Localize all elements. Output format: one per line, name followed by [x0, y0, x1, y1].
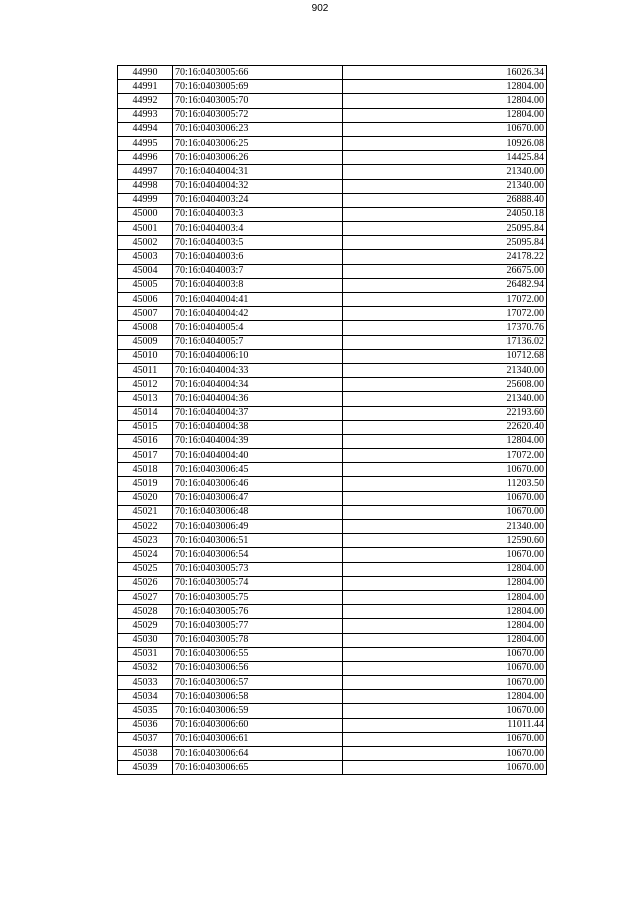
row-number-cell: 44993: [118, 108, 173, 122]
cadastral-number-cell: 70:16:0404004:39: [173, 434, 343, 448]
value-cell: 10670.00: [343, 548, 547, 562]
cadastral-number-cell: 70:16:0403006:60: [173, 718, 343, 732]
value-cell: 21340.00: [343, 165, 547, 179]
row-number-cell: 45011: [118, 363, 173, 377]
table-row: [118, 704, 547, 718]
table-row: [118, 576, 547, 590]
table-row: [118, 463, 547, 477]
value-cell: 17072.00: [343, 307, 547, 321]
value-cell: 12804.00: [343, 605, 547, 619]
value-cell: 21340.00: [343, 392, 547, 406]
table-row: [118, 179, 547, 193]
row-number-cell: 44992: [118, 94, 173, 108]
cadastral-number-cell: 70:16:0403005:70: [173, 94, 343, 108]
cadastral-number-cell: 70:16:0404004:40: [173, 449, 343, 463]
cadastral-number-cell: 70:16:0403006:25: [173, 136, 343, 150]
cadastral-number-cell: 70:16:0403005:66: [173, 66, 343, 80]
table-row: [118, 278, 547, 292]
row-number-cell: 44991: [118, 80, 173, 94]
cadastral-number-cell: 70:16:0404004:42: [173, 307, 343, 321]
row-number-cell: 45008: [118, 321, 173, 335]
cadastral-number-cell: 70:16:0404006:10: [173, 349, 343, 363]
cadastral-number-cell: 70:16:0403005:77: [173, 619, 343, 633]
table-row: [118, 250, 547, 264]
table-row: [118, 449, 547, 463]
table-row: [118, 151, 547, 165]
value-cell: 12804.00: [343, 94, 547, 108]
row-number-cell: 45039: [118, 761, 173, 775]
value-cell: 10670.00: [343, 704, 547, 718]
row-number-cell: 45025: [118, 562, 173, 576]
table-row: [118, 491, 547, 505]
row-number-cell: 45020: [118, 491, 173, 505]
table-row: [118, 378, 547, 392]
row-number-cell: 45014: [118, 406, 173, 420]
cadastral-number-cell: 70:16:0404003:24: [173, 193, 343, 207]
value-cell: 24050.18: [343, 207, 547, 221]
table-row: [118, 392, 547, 406]
row-number-cell: 44996: [118, 151, 173, 165]
cadastral-number-cell: 70:16:0404004:36: [173, 392, 343, 406]
value-cell: 10670.00: [343, 122, 547, 136]
value-cell: 10670.00: [343, 676, 547, 690]
cadastral-number-cell: 70:16:0404003:5: [173, 236, 343, 250]
table-row: [118, 690, 547, 704]
row-number-cell: 45032: [118, 661, 173, 675]
row-number-cell: 45037: [118, 732, 173, 746]
cadastral-number-cell: 70:16:0403006:45: [173, 463, 343, 477]
value-cell: 17072.00: [343, 449, 547, 463]
row-number-cell: 44995: [118, 136, 173, 150]
row-number-cell: 44994: [118, 122, 173, 136]
row-number-cell: 45030: [118, 633, 173, 647]
row-number-cell: 45018: [118, 463, 173, 477]
value-cell: 12804.00: [343, 619, 547, 633]
row-number-cell: 45016: [118, 434, 173, 448]
cadastral-number-cell: 70:16:0404003:7: [173, 264, 343, 278]
table-row: [118, 122, 547, 136]
value-cell: 25095.84: [343, 236, 547, 250]
cadastral-number-cell: 70:16:0403006:61: [173, 732, 343, 746]
table-row: [118, 520, 547, 534]
cadastral-number-cell: 70:16:0403005:74: [173, 576, 343, 590]
row-number-cell: 45010: [118, 349, 173, 363]
cadastral-number-cell: 70:16:0403006:49: [173, 520, 343, 534]
table-row: [118, 363, 547, 377]
cadastral-number-cell: 70:16:0403005:72: [173, 108, 343, 122]
row-number-cell: 44990: [118, 66, 173, 80]
cadastral-number-cell: 70:16:0404004:32: [173, 179, 343, 193]
value-cell: 14425.84: [343, 151, 547, 165]
value-cell: 25608.00: [343, 378, 547, 392]
value-cell: 10670.00: [343, 747, 547, 761]
value-cell: 26482.94: [343, 278, 547, 292]
table-row: [118, 193, 547, 207]
row-number-cell: 45012: [118, 378, 173, 392]
cadastral-number-cell: 70:16:0403006:57: [173, 676, 343, 690]
value-cell: 12804.00: [343, 434, 547, 448]
table-row: [118, 633, 547, 647]
table-row: [118, 136, 547, 150]
row-number-cell: 45021: [118, 505, 173, 519]
row-number-cell: 45000: [118, 207, 173, 221]
cadastral-number-cell: 70:16:0403006:47: [173, 491, 343, 505]
value-cell: 12804.00: [343, 590, 547, 604]
value-cell: 10670.00: [343, 761, 547, 775]
value-cell: 10926.08: [343, 136, 547, 150]
table-row: [118, 321, 547, 335]
row-number-cell: 45035: [118, 704, 173, 718]
cadastral-number-cell: 70:16:0403006:54: [173, 548, 343, 562]
value-cell: 12804.00: [343, 633, 547, 647]
value-cell: 11011.44: [343, 718, 547, 732]
cadastral-number-cell: 70:16:0403006:64: [173, 747, 343, 761]
cadastral-number-cell: 70:16:0403006:58: [173, 690, 343, 704]
cadastral-number-cell: 70:16:0403006:48: [173, 505, 343, 519]
value-cell: 10670.00: [343, 647, 547, 661]
row-number-cell: 45013: [118, 392, 173, 406]
cadastral-number-cell: 70:16:0403005:73: [173, 562, 343, 576]
cadastral-number-cell: 70:16:0403006:59: [173, 704, 343, 718]
value-cell: 12804.00: [343, 108, 547, 122]
row-number-cell: 45002: [118, 236, 173, 250]
table-row: [118, 236, 547, 250]
table-row: [118, 676, 547, 690]
table-row: [118, 165, 547, 179]
value-cell: 10670.00: [343, 661, 547, 675]
table-row: [118, 335, 547, 349]
cadastral-number-cell: 70:16:0403006:55: [173, 647, 343, 661]
value-cell: 25095.84: [343, 222, 547, 236]
cadastral-number-cell: 70:16:0404003:8: [173, 278, 343, 292]
row-number-cell: 45003: [118, 250, 173, 264]
value-cell: 21340.00: [343, 520, 547, 534]
table-row: [118, 222, 547, 236]
row-number-cell: 45033: [118, 676, 173, 690]
table-row: [118, 477, 547, 491]
cadastral-number-cell: 70:16:0404004:34: [173, 378, 343, 392]
table-row: [118, 732, 547, 746]
row-number-cell: 45007: [118, 307, 173, 321]
cadastral-number-cell: 70:16:0404004:33: [173, 363, 343, 377]
row-number-cell: 45009: [118, 335, 173, 349]
cadastral-number-cell: 70:16:0403006:26: [173, 151, 343, 165]
cadastral-number-cell: 70:16:0403006:56: [173, 661, 343, 675]
row-number-cell: 44999: [118, 193, 173, 207]
table-row: [118, 207, 547, 221]
value-cell: 17370.76: [343, 321, 547, 335]
row-number-cell: 45017: [118, 449, 173, 463]
value-cell: 21340.00: [343, 179, 547, 193]
table-row: [118, 66, 547, 80]
row-number-cell: 45004: [118, 264, 173, 278]
row-number-cell: 44998: [118, 179, 173, 193]
value-cell: 17072.00: [343, 293, 547, 307]
table-row: [118, 434, 547, 448]
row-number-cell: 45024: [118, 548, 173, 562]
value-cell: 22193.60: [343, 406, 547, 420]
table-row: [118, 548, 547, 562]
cadastral-number-cell: 70:16:0404004:38: [173, 420, 343, 434]
page-number: 902: [311, 3, 329, 14]
table-row: [118, 718, 547, 732]
row-number-cell: 45029: [118, 619, 173, 633]
row-number-cell: 45038: [118, 747, 173, 761]
cadastral-number-cell: 70:16:0404005:7: [173, 335, 343, 349]
row-number-cell: 45026: [118, 576, 173, 590]
table-row: [118, 307, 547, 321]
value-cell: 10712.68: [343, 349, 547, 363]
value-cell: 16026.34: [343, 66, 547, 80]
table-row: [118, 605, 547, 619]
cadastral-number-cell: 70:16:0403006:65: [173, 761, 343, 775]
row-number-cell: 45015: [118, 420, 173, 434]
cadastral-number-cell: 70:16:0403006:51: [173, 534, 343, 548]
cadastral-number-cell: 70:16:0404003:6: [173, 250, 343, 264]
row-number-cell: 44997: [118, 165, 173, 179]
table-row: [118, 108, 547, 122]
cadastral-number-cell: 70:16:0404004:41: [173, 293, 343, 307]
row-number-cell: 45027: [118, 590, 173, 604]
row-number-cell: 45023: [118, 534, 173, 548]
row-number-cell: 45028: [118, 605, 173, 619]
row-number-cell: 45036: [118, 718, 173, 732]
table-row: [118, 293, 547, 307]
row-number-cell: 45006: [118, 293, 173, 307]
cadastral-number-cell: 70:16:0403005:78: [173, 633, 343, 647]
table-row: [118, 534, 547, 548]
value-cell: 12804.00: [343, 690, 547, 704]
table-row: [118, 661, 547, 675]
row-number-cell: 45034: [118, 690, 173, 704]
value-cell: 12804.00: [343, 80, 547, 94]
cadastral-number-cell: 70:16:0403005:69: [173, 80, 343, 94]
value-cell: 24178.22: [343, 250, 547, 264]
table-row: [118, 406, 547, 420]
value-cell: 11203.50: [343, 477, 547, 491]
value-cell: 17136.02: [343, 335, 547, 349]
row-number-cell: 45005: [118, 278, 173, 292]
cadastral-number-cell: 70:16:0403005:75: [173, 590, 343, 604]
value-cell: 10670.00: [343, 505, 547, 519]
value-cell: 10670.00: [343, 463, 547, 477]
table-row: [118, 747, 547, 761]
value-cell: 21340.00: [343, 363, 547, 377]
value-cell: 26888.40: [343, 193, 547, 207]
value-cell: 12590.60: [343, 534, 547, 548]
registry-table-body: [118, 66, 547, 775]
cadastral-number-cell: 70:16:0403006:23: [173, 122, 343, 136]
registry-table: [117, 65, 547, 775]
table-row: [118, 94, 547, 108]
row-number-cell: 45031: [118, 647, 173, 661]
cadastral-number-cell: 70:16:0404004:37: [173, 406, 343, 420]
cadastral-number-cell: 70:16:0404003:3: [173, 207, 343, 221]
cadastral-number-cell: 70:16:0404005:4: [173, 321, 343, 335]
cadastral-number-cell: 70:16:0403006:46: [173, 477, 343, 491]
value-cell: 10670.00: [343, 491, 547, 505]
cadastral-number-cell: 70:16:0404004:31: [173, 165, 343, 179]
cadastral-number-cell: 70:16:0403005:76: [173, 605, 343, 619]
value-cell: 12804.00: [343, 576, 547, 590]
table-row: [118, 349, 547, 363]
table-row: [118, 761, 547, 775]
table-row: [118, 647, 547, 661]
table-row: [118, 590, 547, 604]
table-row: [118, 562, 547, 576]
value-cell: 10670.00: [343, 732, 547, 746]
row-number-cell: 45001: [118, 222, 173, 236]
row-number-cell: 45022: [118, 520, 173, 534]
table-row: [118, 505, 547, 519]
table-row: [118, 619, 547, 633]
table-row: [118, 80, 547, 94]
table-row: [118, 420, 547, 434]
value-cell: 22620.40: [343, 420, 547, 434]
row-number-cell: 45019: [118, 477, 173, 491]
cadastral-number-cell: 70:16:0404003:4: [173, 222, 343, 236]
value-cell: 12804.00: [343, 562, 547, 576]
value-cell: 26675.00: [343, 264, 547, 278]
table-row: [118, 264, 547, 278]
